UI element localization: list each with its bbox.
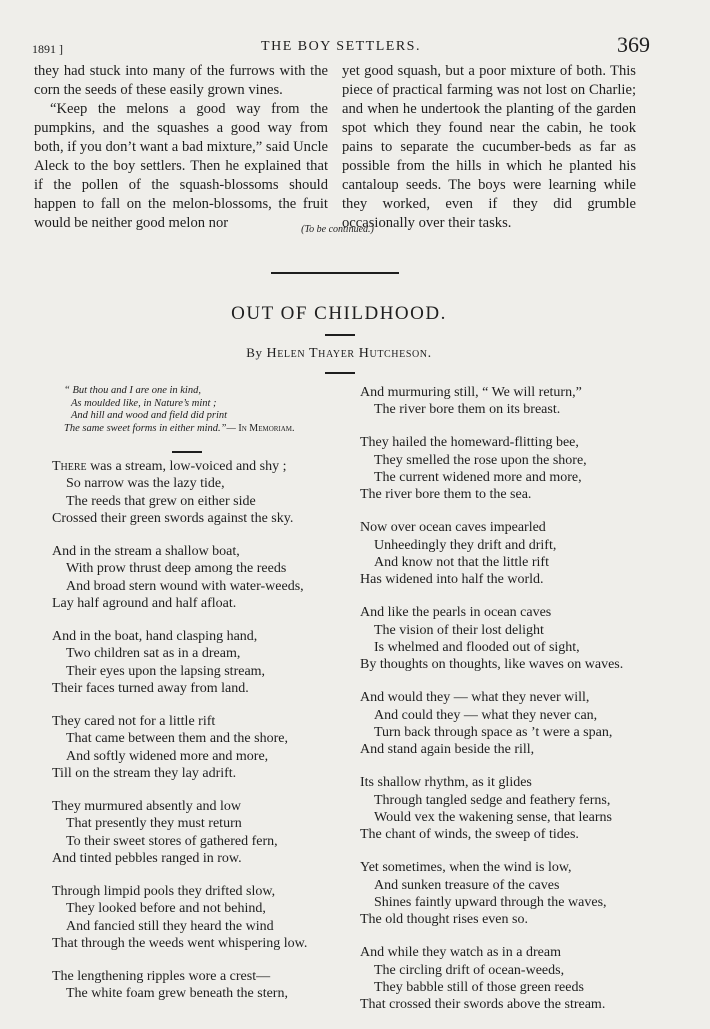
epigraph-line: As moulded like, in Nature’s mint ; xyxy=(71,397,217,409)
poem-line: That came between them and the shore, xyxy=(66,731,288,747)
poem-stanza xyxy=(360,859,660,928)
prose-paragraph: they had stuck into many of the furrows with the corn the seeds of these easily grown vines. xyxy=(34,63,328,98)
poem-line: And could they — what they never can, xyxy=(374,707,598,723)
poem-first-word: There xyxy=(52,459,87,474)
poem-line: So narrow was the lazy tide, xyxy=(66,476,225,492)
poem-line: And fancied still they heard the wind xyxy=(66,918,274,934)
poem-line: Through limpid pools they drifted slow, xyxy=(52,883,276,899)
poem-line: With prow thrust deep among the reeds xyxy=(66,561,287,577)
poem-stanza xyxy=(52,628,352,697)
poem-line: And softly widened more and more, xyxy=(66,748,269,764)
epigraph-line: And hill and wood and field did print xyxy=(71,410,228,421)
poem-line: Their faces turned away from land. xyxy=(52,680,249,696)
poem-line: Till on the stream they lay adrift. xyxy=(52,765,237,781)
poem-line: The lengthening ripples wore a crest— xyxy=(52,968,271,984)
poem-line xyxy=(52,458,352,475)
poem-line: And know not that the little rift xyxy=(374,554,549,570)
poem-line: And would they — what they never will, xyxy=(360,690,590,706)
poem-line: The old thought rises even so. xyxy=(360,912,528,928)
poem-line: The river bore them to the sea. xyxy=(360,487,532,503)
poem-line: And while they watch as in a dream xyxy=(360,945,561,961)
poem-line: The white foam grew beneath the stern, xyxy=(66,986,288,1002)
poem-line: That presently they must return xyxy=(66,816,242,832)
poem-line: And in the stream a shallow boat, xyxy=(52,543,240,559)
poem-stanza xyxy=(360,774,660,843)
title-rule xyxy=(325,334,355,336)
poem-line: Shines faintly upward through the waves, xyxy=(374,894,607,910)
header-year: 1891 ] xyxy=(32,42,63,56)
poem-line: They smelled the rose upon the shore, xyxy=(374,452,587,468)
poem-line: Through tangled sedge and feathery ferns, xyxy=(374,792,611,808)
poem-author xyxy=(0,345,678,362)
poem-line: That crossed their swords above the stream. xyxy=(360,997,606,1013)
poem-line: And broad stern wound with water-weeds, xyxy=(66,578,304,594)
prose-column-left xyxy=(34,62,328,233)
to-be-continued-note: (To be continued.) xyxy=(301,224,374,235)
poem-stanza xyxy=(52,968,352,1003)
poem-line: That through the weeds went whispering low. xyxy=(52,935,308,951)
poem-stanza xyxy=(360,384,660,419)
poem-line: They cared not for a little rift xyxy=(52,713,216,729)
poem-line: Now over ocean caves impearled xyxy=(360,520,546,536)
poem-column-left xyxy=(52,458,352,1018)
prose-column-right xyxy=(342,62,636,233)
poem-stanza xyxy=(52,543,352,612)
poem-stanza xyxy=(360,689,660,758)
poem-line: And like the pearls in ocean caves xyxy=(360,605,552,621)
poem-stanza xyxy=(52,458,352,527)
prose-paragraph: yet good squash, but a poor mixture of both. This piece of practical farming was not lost on Charlie; and when he undertook the planting of the garden spot which they found near the cabin, he took pains to separate the cucumber-beds as far as possible from the hills in which he planted his cantaloup seeds. The boys were learning while they worked, even if they did grumble occasionally over their tasks. xyxy=(342,63,636,231)
poem-line: And stand again beside the rill, xyxy=(360,742,535,758)
poem-line: The reeds that grew on either side xyxy=(66,493,256,509)
epigraph-line: “ But thou and I are one in kind, xyxy=(64,385,201,396)
page-number: 369 xyxy=(617,32,650,57)
section-divider xyxy=(271,272,399,274)
poem-line: Their eyes upon the lapsing stream, xyxy=(66,663,266,679)
poem-line: The river bore them on its breast. xyxy=(374,402,561,418)
epigraph-text: The same sweet forms in either mind.”— xyxy=(64,422,236,434)
epigraph-rule xyxy=(172,451,202,453)
poem-stanza xyxy=(360,519,660,588)
epigraph xyxy=(64,385,364,435)
author-rule xyxy=(325,372,355,374)
poem-line: They hailed the homeward-flitting bee, xyxy=(360,435,579,451)
poem-title: OUT OF CHILDHOOD. xyxy=(231,303,447,324)
epigraph-line xyxy=(64,423,364,436)
poem-line: They murmured absently and low xyxy=(52,798,241,814)
poem-stanza xyxy=(52,713,352,782)
poem-stanza xyxy=(360,944,660,1013)
poem-line: Unheedingly they drift and drift, xyxy=(374,537,557,553)
poem-line-text: was a stream, low-voiced and shy ; xyxy=(86,459,287,474)
running-header xyxy=(32,32,650,62)
poem-line: Turn back through space as ’t were a span, xyxy=(374,724,613,740)
poem-line: Crossed their green swords against the sky. xyxy=(52,510,294,526)
poem-stanza xyxy=(360,434,660,503)
poem-line: Yet sometimes, when the wind is low, xyxy=(360,860,572,876)
poem-line: And in the boat, hand clasping hand, xyxy=(52,628,258,644)
poem-line: By thoughts on thoughts, like waves on waves. xyxy=(360,657,624,673)
poem-line: Has widened into half the world. xyxy=(360,572,544,588)
poem-line: And tinted pebbles ranged in row. xyxy=(52,850,242,866)
poem-line: The circling drift of ocean-weeds, xyxy=(374,962,565,978)
poem-column-right xyxy=(360,384,660,1029)
author-name: Helen Thayer Hutcheson. xyxy=(266,346,432,361)
epigraph-source: In Memoriam. xyxy=(238,422,295,434)
poem-stanza xyxy=(360,604,660,673)
prose-paragraph: “Keep the melons a good way from the pumpkins, and the squashes a good way from both, if you don’t want a bad mixture,” said Uncle Aleck to the boy settlers. Then he explained that if the pollen of the squash-blossoms should happen to fall on the melon-blossoms, the fruit would be neither good melon nor xyxy=(34,101,328,231)
poem-line: The chant of winds, the sweep of tides. xyxy=(360,827,579,843)
poem-line: And murmuring still, “ We will return,” xyxy=(360,385,582,400)
poem-line: They looked before and not behind, xyxy=(66,901,266,917)
poem-line: Two children sat as in a dream, xyxy=(66,646,241,662)
poem-line: The current widened more and more, xyxy=(374,469,582,485)
poem-line: They babble still of those green reeds xyxy=(374,979,584,995)
poem-line: And sunken treasure of the caves xyxy=(374,877,560,893)
poem-line: Is whelmed and flooded out of sight, xyxy=(374,639,580,655)
poem-line: Would vex the wakening sense, that learns xyxy=(374,809,612,825)
poem-line: To their sweet stores of gathered fern, xyxy=(66,833,278,849)
poem-line: The vision of their lost delight xyxy=(374,622,544,638)
header-title: THE BOY SETTLERS. xyxy=(261,39,421,54)
poem-stanza xyxy=(52,883,352,952)
poem-stanza xyxy=(52,798,352,867)
poem-line: Lay half aground and half afloat. xyxy=(52,595,237,611)
poem-line: Its shallow rhythm, as it glides xyxy=(360,775,532,791)
author-prefix: By xyxy=(246,345,263,360)
